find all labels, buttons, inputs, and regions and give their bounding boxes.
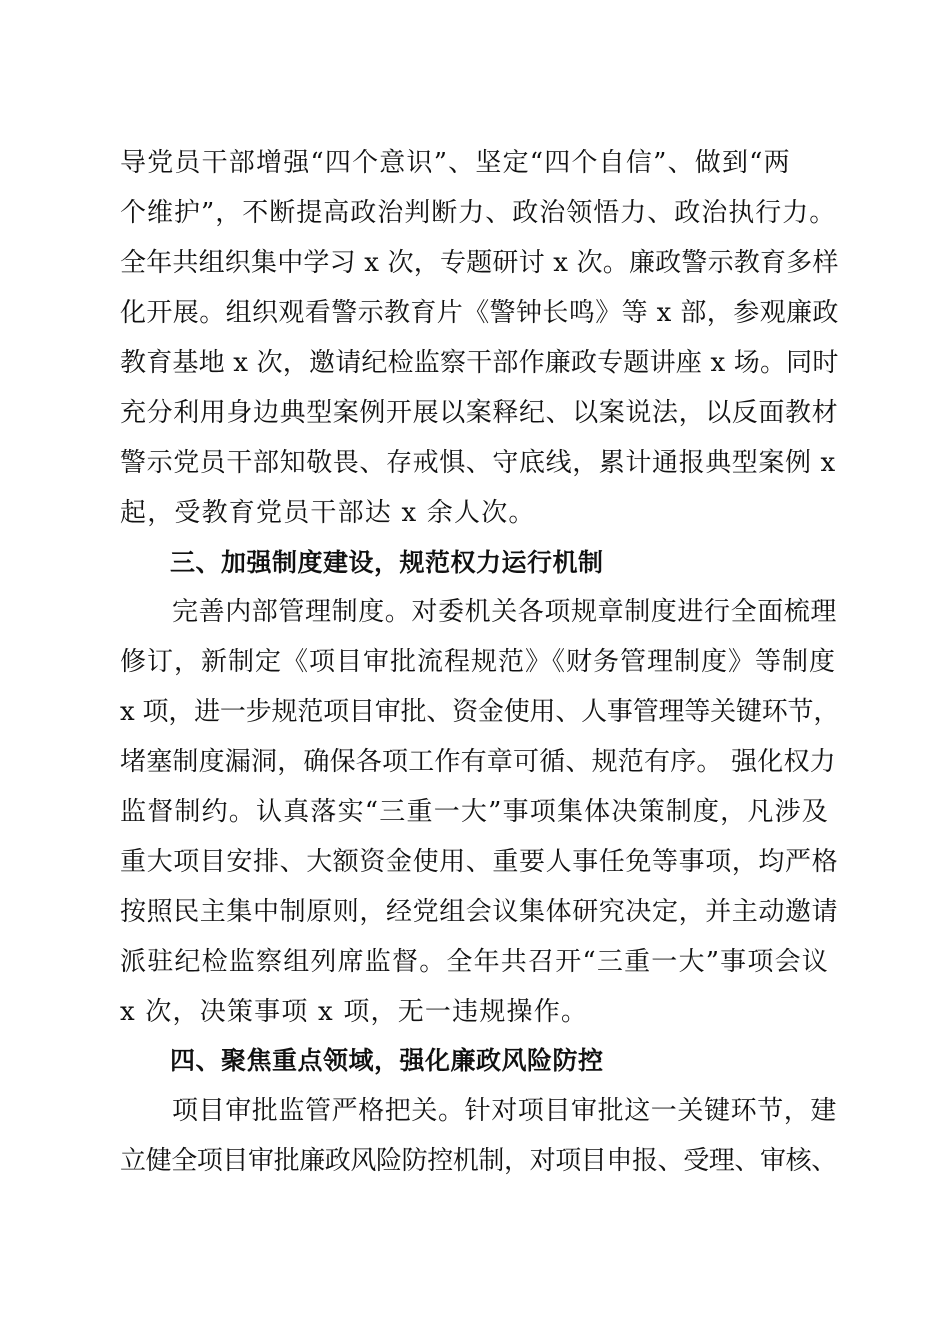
body-text-line: 立健全项目审批廉政风险防控机制，对项目申报、受理、审核、 [120,1146,837,1176]
body-text-line: 个维护”，不断提高政治判断力、政治领悟力、政治执行力。 [120,198,837,228]
body-text-line: 项目审批监管严格把关。针对项目审批这一关键环节，建 [172,1096,838,1126]
body-text-line: 监督制约。认真落实“三重一大”事项集体决策制度，凡涉及 [120,797,829,827]
body-text-line: 导党员干部增强“四个意识”、坚定“四个自信”、做到“两 [120,148,791,178]
body-text-line: 修订，新制定《项目审批流程规范》《财务管理制度》等制度 [120,647,837,677]
body-text-line: 完善内部管理制度。对委机关各项规章制度进行全面梳理 [172,597,838,627]
body-text-line: 化开展。组织观看警示教育片《警钟长鸣》等 x 部，参观廉政 [120,298,839,328]
body-text-line: 按照民主集中制原则，经党组会议集体研究决定，并主动邀请 [120,897,839,927]
body-text-line: 起，受教育党员干部达 x 余人次。 [120,498,536,528]
body-text-line: 重大项目安排、大额资金使用、重要人事任免等事项，均严格 [120,847,839,877]
body-text-line: 教育基地 x 次，邀请纪检监察干部作廉政专题讲座 x 场。同时 [120,348,839,378]
section-heading: 四、聚焦重点领域，强化廉政风险防控 [170,1046,604,1075]
body-text-line: 派驻纪检监察组列席监督。全年共召开“三重一大”事项会议 [120,947,829,977]
body-text-line: x 次，决策事项 x 项，无一违规操作。 [120,997,589,1027]
body-text-line: x 项，进一步规范项目审批、资金使用、人事管理等关键环节， [120,697,840,727]
body-text-line: 警示党员干部知敬畏、存戒惧、守底线，累计通报典型案例 x [120,448,836,478]
section-heading: 三、加强制度建设，规范权力运行机制 [170,548,604,577]
body-text-line: 堵塞制度漏洞，确保各项工作有章可循、规范有序。 强化权力 [120,747,836,777]
body-text-line: 全年共组织集中学习 x 次，专题研讨 x 次。廉政警示教育多样 [120,248,839,278]
body-text-line: 充分利用身边典型案例开展以案释纪、以案说法，以反面教材 [120,398,839,428]
